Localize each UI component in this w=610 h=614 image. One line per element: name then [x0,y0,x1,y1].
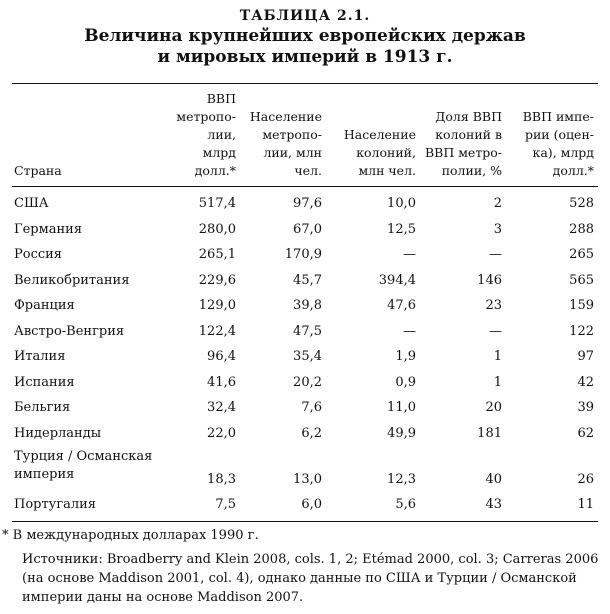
sources-note: Источники: Broadberry and Klein 2008, cols. 1, 2; Etémad 2000, col. 3; Carreras 2006 (на основе Maddison 2001, col. 4), однако данные по США и Турции / Османской империи даны на основе Maddison 2007. [22,552,599,605]
table-number: ТАБЛИЦА 2.1. [239,8,371,24]
population-metropolis-cell: 20,2 [293,374,322,390]
population-metropolis-cell: 97,6 [293,196,322,212]
table-row [12,187,598,217]
country-cell: Португалия [14,497,97,513]
table-caption [0,26,610,68]
gdp-metropolis-cell: 96,4 [207,349,236,365]
country-cell: Испания [14,374,75,390]
population-metropolis-cell: 13,0 [293,472,322,487]
table-row [12,421,598,447]
population-metropolis-cell: 39,8 [293,298,322,314]
table-row [12,395,598,421]
table-row [12,293,598,319]
country-cell: Германия [14,221,83,237]
colonies-share-cell: — [489,247,502,263]
population-metropolis-cell: 67,0 [293,221,322,237]
gdp-metropolis-cell: 22,0 [207,425,236,441]
gdp-metropolis-cell: 265,1 [198,247,236,263]
gdp-empire-cell: 97 [577,349,594,365]
population-colonies-cell: 5,6 [395,497,416,513]
colonies-share-cell: 43 [485,497,502,513]
colonies-share-cell: 1 [493,374,502,390]
population-metropolis-cell: 47,5 [293,323,322,339]
header-gdp-empire: ВВП импе- рии (оцен- ка), млрд долл.* [506,88,598,187]
population-metropolis-cell: 6,2 [301,425,322,441]
gdp-metropolis-cell: 18,3 [207,472,236,487]
caption-line-2: и мировых империй в 1913 г. [157,47,453,67]
table-row [12,446,598,492]
table-row [12,217,598,243]
gdp-empire-cell: 159 [569,298,594,314]
bottom-rule [12,521,598,522]
country-cell: Италия [14,349,66,365]
country-cell: США [14,196,49,212]
colonies-share-cell: 146 [477,272,502,288]
colonies-share-cell: 1 [493,349,502,365]
gdp-empire-cell: 265 [569,247,594,263]
population-metropolis-cell: 6,0 [301,497,322,513]
population-colonies-cell: — [403,323,416,339]
gdp-empire-cell: 288 [569,221,594,237]
header-population-colonies: Население колоний, млн чел. [326,88,420,187]
header-row [12,88,598,187]
population-colonies-cell: 47,6 [387,298,416,314]
gdp-table [12,88,598,518]
table-row [12,268,598,294]
colonies-share-cell: 2 [493,196,502,212]
gdp-empire-cell: 39 [577,400,594,416]
colonies-share-cell: — [489,323,502,339]
table-row [12,370,598,396]
gdp-empire-cell: 62 [577,425,594,441]
population-colonies-cell: 1,9 [395,349,416,365]
gdp-metropolis-cell: 7,5 [215,497,236,513]
population-metropolis-cell: 45,7 [293,272,322,288]
country-cell: Россия [14,247,63,263]
header-colonies-share: Доля ВВП колоний в ВВП метро- полии, % [420,88,506,187]
gdp-metropolis-cell: 32,4 [207,400,236,416]
gdp-empire-cell: 26 [577,472,594,487]
gdp-empire-cell: 11 [577,497,594,513]
country-cell: Турция / Османская империя [14,449,153,482]
colonies-share-cell: 40 [485,472,502,487]
table-row [12,344,598,370]
country-cell: Австро-Венгрия [14,323,125,339]
population-colonies-cell: 49,9 [387,425,416,441]
gdp-metropolis-cell: 229,6 [198,272,236,288]
gdp-empire-cell: 122 [569,323,594,339]
gdp-metropolis-cell: 280,0 [198,221,236,237]
population-metropolis-cell: 35,4 [293,349,322,365]
population-colonies-cell: 12,5 [387,221,416,237]
table-row [12,492,598,518]
population-colonies-cell: 394,4 [378,272,416,288]
gdp-metropolis-cell: 129,0 [198,298,236,314]
population-metropolis-cell: 170,9 [284,247,322,263]
population-colonies-cell: 11,0 [387,400,416,416]
footnote: * В международных долларах 1990 г. [2,528,259,543]
population-colonies-cell: — [403,247,416,263]
caption-line-1: Величина крупнейших европейских держав [84,26,526,46]
country-cell: Франция [14,298,75,314]
population-colonies-cell: 12,3 [387,472,416,487]
gdp-metropolis-cell: 517,4 [198,196,236,212]
top-rule [12,83,598,84]
gdp-metropolis-cell: 41,6 [207,374,236,390]
header-gdp-metropolis: ВВП метропо- лии, млрд долл.* [172,88,240,187]
table-row [12,319,598,345]
header-population-metropolis: Население метропо- лии, млн чел. [240,88,326,187]
gdp-empire-cell: 565 [569,272,594,288]
country-cell: Великобритания [14,272,130,288]
colonies-share-cell: 3 [493,221,502,237]
country-cell: Нидерланды [14,425,102,441]
table-row [12,242,598,268]
gdp-empire-cell: 42 [577,374,594,390]
colonies-share-cell: 181 [477,425,502,441]
population-colonies-cell: 10,0 [387,196,416,212]
country-cell: Бельгия [14,400,71,416]
gdp-empire-cell: 528 [569,196,594,212]
colonies-share-cell: 20 [485,400,502,416]
header-country: Страна [12,88,172,187]
gdp-metropolis-cell: 122,4 [198,323,236,339]
colonies-share-cell: 23 [485,298,502,314]
population-metropolis-cell: 7,6 [301,400,322,416]
population-colonies-cell: 0,9 [395,374,416,390]
